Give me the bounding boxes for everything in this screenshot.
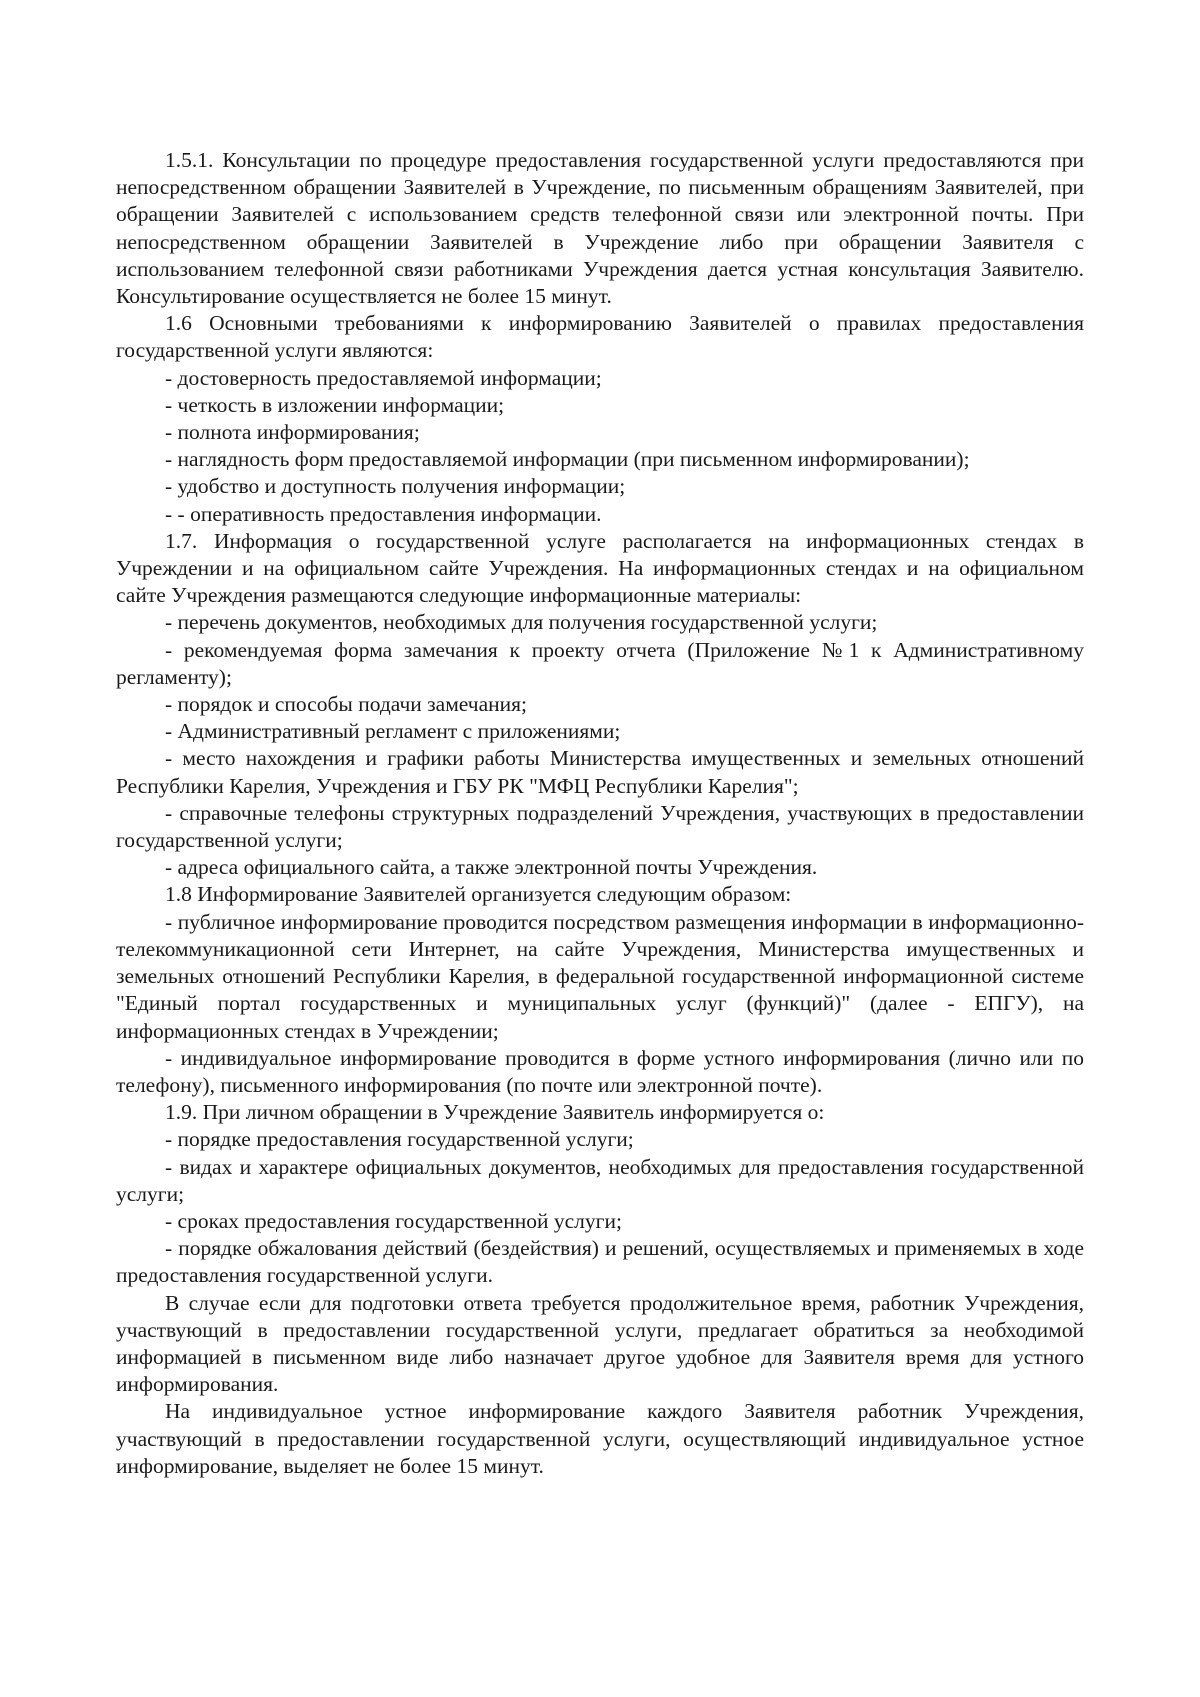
- paragraph: - перечень документов, необходимых для получения государственной услуги;: [165, 610, 878, 635]
- paragraph: 1.8 Информирование Заявителей организуется следующим образом:: [165, 882, 792, 907]
- paragraph: - порядке обжалования действий (бездействия) и решений, осуществляемых и применяемых в ходе предоставления государственной услуги.: [116, 1236, 1084, 1288]
- paragraph: В случае если для подготовки ответа требуется продолжительное время, работник Учреждения, участвующий в предоставлении государственной услуги, предлагает обратиться за необходимой информацией в письменном виде либо назначает другое удобное для Заявителя время для устного информирования.: [116, 1290, 1084, 1397]
- list-item: - четкость в изложении информации;: [165, 392, 505, 417]
- list-item: - - оперативность предоставления информации.: [165, 501, 602, 526]
- list-item: - достоверность предоставляемой информации;: [165, 365, 602, 390]
- paragraph: - рекомендуемая форма замечания к проекту отчета (Приложение №1 к Административному регламенту);: [116, 637, 1084, 689]
- list-item: - наглядность форм предоставляемой информации (при письменном информировании);: [165, 447, 970, 472]
- list-item: - полнота информирования;: [165, 420, 420, 445]
- paragraph: - справочные телефоны структурных подразделений Учреждения, участвующих в предоставлении государственной услуги;: [116, 800, 1084, 853]
- paragraph: - публичное информирование проводится посредством размещения информации в информационно-телекоммуникационной сети Интернет, на сайте Учреждения, Министерства имущественных и земельных отношений Республики Карелия, в федеральной государственной информационной системе "Единый портал государственных и муниципальных услуг (функций)" (далее - ЕПГУ), на информационных стендах в Учреждении;: [116, 909, 1084, 1043]
- paragraph: 1.5.1. Консультации по процедуре предоставления государственной услуги предоставляются при непосредственном обращении Заявителей в Учреждение, по письменным обращениям Заявителей, при обращении Заявителей с использованием средств телефонной связи или электронной почты. При непосредственном обращении Заявителей в Учреждение либо при обращении Заявителя с использованием телефонной связи работниками Учреждения дается устная консультация Заявителю. Консультирование осуществляется не более 15 минут.: [116, 148, 1084, 309]
- paragraph: 1.7. Информация о государственной услуге располагается на информационных стендах в Учреждении и на официальном сайте Учреждения. На информационных стендах и на официальном сайте Учреждения размещаются следующие информационные материалы:: [116, 528, 1084, 608]
- paragraph: - сроках предоставления государственной услуги;: [165, 1208, 622, 1233]
- paragraph: - видах и характере официальных документов, необходимых для предоставления государственной услуги;: [116, 1154, 1084, 1206]
- paragraph: - место нахождения и графики работы Министерства имущественных и земельных отношений Республики Карелия, Учреждения и ГБУ РК "МФЦ Республики Карелия";: [116, 746, 1084, 798]
- list-item: - удобство и доступность получения информации;: [165, 474, 626, 499]
- paragraph: - адреса официального сайта, а также электронной почты Учреждения.: [165, 855, 818, 880]
- paragraph: - порядке предоставления государственной услуги;: [165, 1127, 634, 1152]
- paragraph: 1.9. При личном обращении в Учреждение Заявитель информируется о:: [165, 1100, 825, 1125]
- paragraph: - Административный регламент с приложениями;: [165, 719, 621, 744]
- paragraph: - индивидуальное информирование проводится в форме устного информирования (лично или по телефону), письменного информирования (по почте или электронной почте).: [116, 1045, 1084, 1097]
- paragraph: - порядок и способы подачи замечания;: [165, 692, 528, 717]
- paragraph: На индивидуальное устное информирование каждого Заявителя работник Учреждения, участвующий в предоставлении государственной услуги, осуществляющий индивидуальное устное информирование, выделяет не более 15 минут.: [116, 1399, 1084, 1478]
- paragraph: 1.6 Основными требованиями к информированию Заявителей о правилах предоставления государственной услуги являются:: [116, 311, 1084, 363]
- document-body: [116, 147, 1084, 1480]
